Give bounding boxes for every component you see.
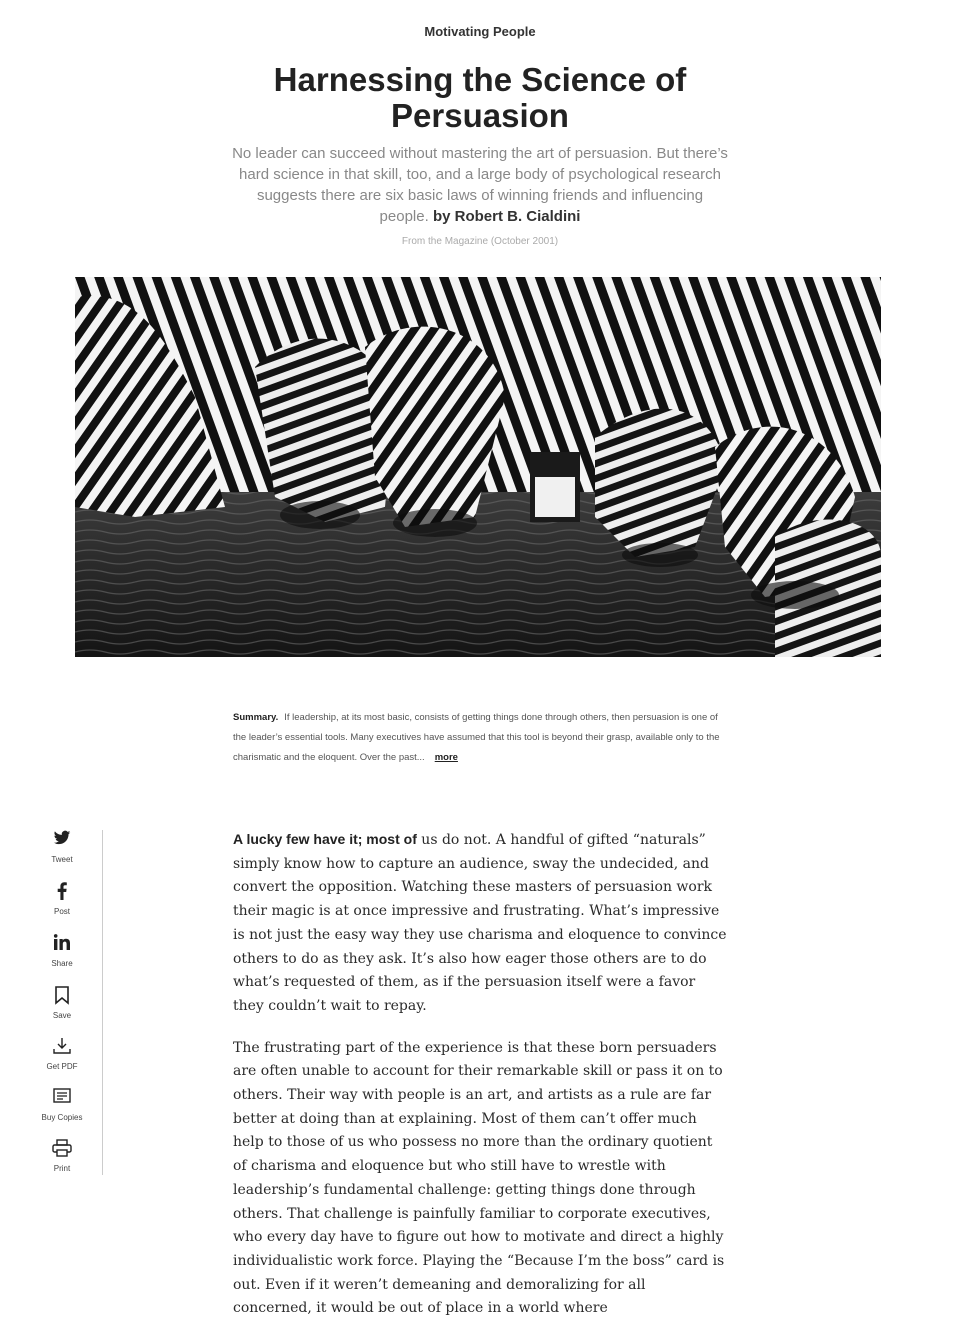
cart-icon bbox=[38, 1088, 86, 1110]
source-line: From the Magazine (October 2001) bbox=[401, 236, 559, 247]
topic-link[interactable]: Motivating People bbox=[424, 24, 536, 39]
summary-text: If leadership, at its most basic, consists of getting things done through others, then persuasion is one of the leader’s essential tools. Many executives have assumed that this tool is beyond their grasp, available only to the charismatic and the eloquent. Over the past... bbox=[233, 712, 720, 763]
buy-copies-button[interactable] bbox=[38, 1088, 86, 1122]
facebook-icon bbox=[38, 882, 86, 904]
paragraph-1-text: us do not. A handful of gifted “naturals” simply know how to capture an audience, sway the undecided, and convert the opposition. Watching these masters of persuasion work their magic is at once impressive and frustrating. What’s impressive is not just the easy way they use charisma and eloquence to convince others to do as they ask. It’s also how eager those others are to do what’s requested of them, as if the persuasion itself were a favor they couldn’t wait to repay. bbox=[233, 832, 727, 1014]
post-button[interactable] bbox=[38, 882, 86, 916]
tweet-label: Tweet bbox=[51, 855, 73, 864]
dek-text: No leader can succeed without mastering the art of persuasion. But there’s hard science in that skill, too, and a large body of psychological research suggests there are six basic laws of winning friends and influencing people. bbox=[232, 145, 728, 225]
lead-in: A lucky few have it; most of bbox=[233, 831, 417, 847]
bookmark-icon bbox=[38, 986, 86, 1008]
share-label: Share bbox=[51, 959, 73, 968]
author-byline[interactable]: by Robert B. Cialdini bbox=[432, 208, 581, 225]
save-button[interactable] bbox=[38, 986, 86, 1020]
share-toolbar bbox=[38, 830, 103, 1175]
article-title: Harnessing the Science of Persuasion bbox=[273, 61, 687, 134]
article-summary bbox=[233, 708, 728, 768]
body-paragraph bbox=[233, 828, 728, 1019]
print-label: Print bbox=[53, 1164, 71, 1173]
summary-more-link[interactable]: more bbox=[434, 752, 458, 763]
tweet-button[interactable] bbox=[38, 830, 86, 864]
body-paragraph-2: The frustrating part of the experience is that these born persuaders are often unable to account for their remarkable skill or pass it on to others. Their way with people is an art, and artists as a rule are far better at doing than at explaining. Most of them can’t offer much help to those of us who possess no more than the ordinary quotient of charisma and eloquence but who still have to wrestle with leadership’s fundamental challenge: getting things done through others. That challenge is painfully familiar to corporate executives, who every day have to figure out how to motivate and direct a highly individualistic work force. Playing the “Because I’m the boss” card is out. Even if it weren’t demeaning and demoralizing for all concerned, it would be out of place in a world where bbox=[233, 1039, 725, 1317]
twitter-icon bbox=[38, 830, 86, 852]
hero-image bbox=[75, 277, 881, 657]
share-button[interactable] bbox=[38, 934, 86, 968]
zebras-drinking-photo bbox=[75, 277, 881, 657]
print-button[interactable] bbox=[38, 1139, 86, 1173]
download-icon bbox=[38, 1037, 86, 1059]
article-dek bbox=[232, 143, 728, 227]
print-icon bbox=[38, 1139, 86, 1161]
linkedin-icon bbox=[38, 934, 86, 956]
get-pdf-button[interactable] bbox=[38, 1037, 86, 1071]
get-pdf-label: Get PDF bbox=[46, 1062, 78, 1071]
post-label: Post bbox=[53, 907, 70, 916]
save-label: Save bbox=[52, 1011, 72, 1020]
buy-copies-label: Buy Copies bbox=[41, 1113, 83, 1122]
article-body bbox=[233, 828, 728, 1339]
summary-label: Summary. bbox=[233, 712, 279, 723]
